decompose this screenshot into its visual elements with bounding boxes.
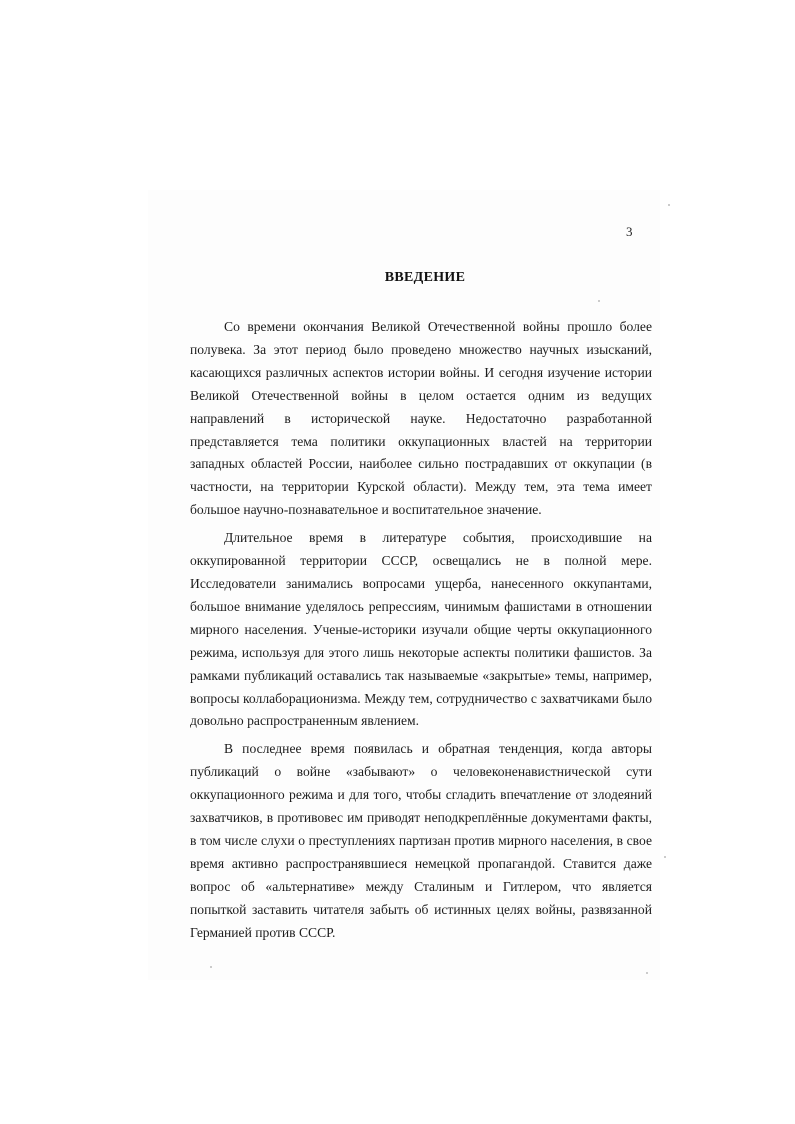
scan-speck xyxy=(664,856,666,858)
scan-speck xyxy=(668,204,670,206)
page-number: 3 xyxy=(626,224,633,239)
scan-speck xyxy=(646,972,648,974)
section-heading: ВВЕДЕНИЕ xyxy=(384,270,466,285)
document-body xyxy=(190,316,652,949)
paragraph-2: Длительное время в литературе события, происходившие на оккупированной территории СССР, освещались не в полной мере. Исследователи занимались вопросами ущерба, нанесенного оккупантами, большое внимание уделялось репрессиям, чинимым фашистами в отношении мирного населения. Ученые-историки изучали общие черты оккупационного режима, используя для этого лишь некоторые аспекты политики фашистов. За рамками публикаций оставались так называемые «закрытые» темы, например, вопросы коллаборационизма. Между тем, сотрудничество с захватчиками было довольно распространенным явлением. xyxy=(190,530,652,729)
scan-speck xyxy=(598,300,600,302)
scan-speck xyxy=(210,966,212,968)
paragraph-3: В последнее время появилась и обратная тенденция, когда авторы публикаций о войне «забывают» о человеконенавистнической сути оккупационного режима и для того, чтобы сгладить впечатление от злодеяний захватчиков, в противовес им приводят неподкреплённые документами факты, в том числе слухи о преступлениях партизан против мирного населения, в свое время активно распространявшиеся немецкой пропагандой. Ставится даже вопрос об «альтернативе» между Сталиным и Гитлером, что является попыткой заставить читателя забыть об истинных целях войны, развязанной Германией против СССР. xyxy=(190,741,652,940)
paragraph-1: Со времени окончания Великой Отечественной войны прошло более полувека. За этот период было проведено множество научных изысканий, касающихся различных аспектов истории войны. И сегодня изучение истории Великой Отечественной войны в целом остается одним из ведущих направлений в исторической науке. Недостаточно разработанной представляется тема политики оккупационных властей на территории западных областей России, наиболее сильно пострадавших от оккупации (в частности, на территории Курской области). Между тем, эта тема имеет большое научно-познавательное и воспитательное значение. xyxy=(190,319,652,518)
